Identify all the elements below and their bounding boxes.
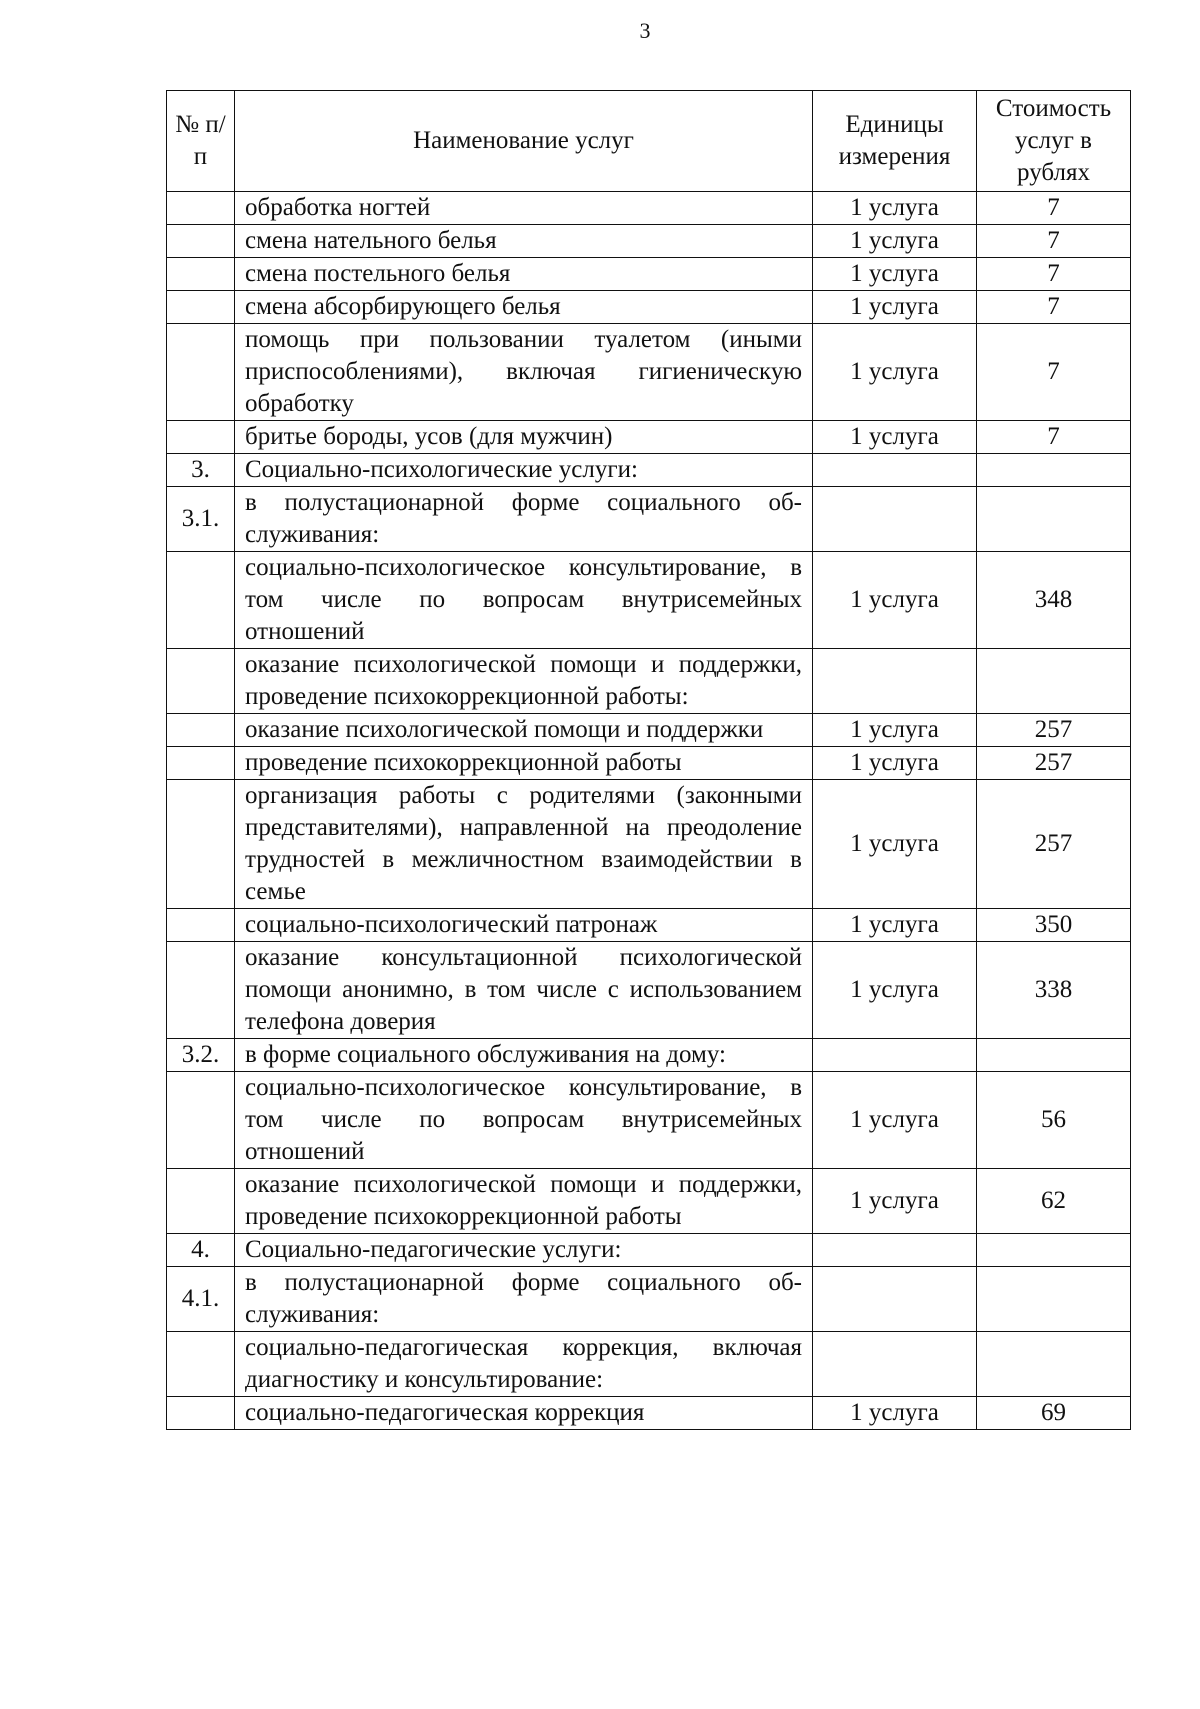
table-row <box>167 649 1131 714</box>
unit-of-measure <box>813 487 977 552</box>
table-row <box>167 1267 1131 1332</box>
service-name: помощь при пользовании туалетом (иными приспособлениями), включая гигиеническую обработку <box>235 324 813 421</box>
service-price: 7 <box>977 291 1131 324</box>
service-name: обработка ногтей <box>235 192 813 225</box>
service-price: 7 <box>977 324 1131 421</box>
unit-of-measure <box>813 1039 977 1072</box>
row-number <box>167 780 235 909</box>
unit-of-measure: 1 услуга <box>813 552 977 649</box>
table-row <box>167 747 1131 780</box>
unit-of-measure: 1 услуга <box>813 291 977 324</box>
service-price: 7 <box>977 225 1131 258</box>
unit-of-measure: 1 услуга <box>813 192 977 225</box>
service-price: 348 <box>977 552 1131 649</box>
header-unit: Единицы измерения <box>813 91 977 192</box>
unit-of-measure: 1 услуга <box>813 747 977 780</box>
row-number: 3.2. <box>167 1039 235 1072</box>
service-name: оказание консультационной психологической помощи анонимно, в том числе с использованием телефона доверия <box>235 942 813 1039</box>
row-number <box>167 714 235 747</box>
unit-of-measure <box>813 1234 977 1267</box>
service-price <box>977 1332 1131 1397</box>
service-name: смена постельного белья <box>235 258 813 291</box>
header-price: Стоимость услуг в рублях <box>977 91 1131 192</box>
unit-of-measure: 1 услуга <box>813 780 977 909</box>
service-name: бритье бороды, усов (для мужчин) <box>235 421 813 454</box>
table-row <box>167 192 1131 225</box>
service-price: 257 <box>977 780 1131 909</box>
service-name: в полустационарной форме социального обслуживания: <box>235 487 813 552</box>
unit-of-measure: 1 услуга <box>813 1397 977 1430</box>
service-name: социально-психологическое консультирование, в том числе по вопросам внутрисемейных отношений <box>235 1072 813 1169</box>
table-row <box>167 324 1131 421</box>
unit-of-measure: 1 услуга <box>813 909 977 942</box>
table-row <box>167 780 1131 909</box>
service-price <box>977 454 1131 487</box>
row-number <box>167 1072 235 1169</box>
service-price: 338 <box>977 942 1131 1039</box>
row-number <box>167 421 235 454</box>
table-row <box>167 225 1131 258</box>
service-price <box>977 487 1131 552</box>
service-name: проведение психокоррекционной работы <box>235 747 813 780</box>
service-name: смена абсорбирующего белья <box>235 291 813 324</box>
service-name: организация работы с родителями (законными представителями), направленной на преодоление трудностей в межличностном взаимодействии в семье <box>235 780 813 909</box>
header-name: Наименование услуг <box>235 91 813 192</box>
service-name: в форме социального обслуживания на дому: <box>235 1039 813 1072</box>
table-row <box>167 258 1131 291</box>
table-row <box>167 454 1131 487</box>
table-row <box>167 1169 1131 1234</box>
service-name: оказание психологической помощи и поддержки, проведение психокоррекционной работы: <box>235 649 813 714</box>
row-number <box>167 258 235 291</box>
unit-of-measure: 1 услуга <box>813 1072 977 1169</box>
row-number <box>167 324 235 421</box>
service-name: Социально-психологические услуги: <box>235 454 813 487</box>
table-row <box>167 1332 1131 1397</box>
row-number <box>167 747 235 780</box>
table-row <box>167 487 1131 552</box>
row-number <box>167 909 235 942</box>
unit-of-measure: 1 услуга <box>813 421 977 454</box>
service-price <box>977 1267 1131 1332</box>
table-row <box>167 714 1131 747</box>
row-number <box>167 1169 235 1234</box>
unit-of-measure: 1 услуга <box>813 1169 977 1234</box>
table-row <box>167 291 1131 324</box>
unit-of-measure: 1 услуга <box>813 714 977 747</box>
table-header-row <box>167 91 1131 192</box>
row-number: 3.1. <box>167 487 235 552</box>
service-name: оказание психологической помощи и поддержки <box>235 714 813 747</box>
unit-of-measure: 1 услуга <box>813 324 977 421</box>
services-price-table <box>166 90 1131 1430</box>
service-price: 257 <box>977 747 1131 780</box>
service-name: смена нательного белья <box>235 225 813 258</box>
table-row <box>167 421 1131 454</box>
unit-of-measure <box>813 454 977 487</box>
service-price: 56 <box>977 1072 1131 1169</box>
table-row <box>167 1039 1131 1072</box>
row-number <box>167 192 235 225</box>
service-price <box>977 1234 1131 1267</box>
service-price: 7 <box>977 258 1131 291</box>
service-name: в полустационарной форме социального обслуживания: <box>235 1267 813 1332</box>
row-number: 3. <box>167 454 235 487</box>
row-number <box>167 1397 235 1430</box>
unit-of-measure: 1 услуга <box>813 942 977 1039</box>
service-price <box>977 649 1131 714</box>
table-row <box>167 942 1131 1039</box>
row-number: 4. <box>167 1234 235 1267</box>
row-number <box>167 225 235 258</box>
table-row <box>167 1397 1131 1430</box>
row-number <box>167 942 235 1039</box>
unit-of-measure <box>813 1267 977 1332</box>
service-price: 69 <box>977 1397 1131 1430</box>
unit-of-measure <box>813 649 977 714</box>
service-name: социально-педагогическая коррекция, включая диагностику и консультирование: <box>235 1332 813 1397</box>
table-row <box>167 909 1131 942</box>
unit-of-measure: 1 услуга <box>813 225 977 258</box>
row-number <box>167 291 235 324</box>
service-name: социально-педагогическая коррекция <box>235 1397 813 1430</box>
service-price: 7 <box>977 421 1131 454</box>
service-name: социально-психологическое консультирование, в том числе по вопросам внутрисемейных отношений <box>235 552 813 649</box>
service-price: 257 <box>977 714 1131 747</box>
row-number <box>167 552 235 649</box>
service-name: оказание психологической помощи и поддержки, проведение психокоррекционной работы <box>235 1169 813 1234</box>
table-row <box>167 1072 1131 1169</box>
service-price <box>977 1039 1131 1072</box>
unit-of-measure <box>813 1332 977 1397</box>
service-name: социально-психологический патронаж <box>235 909 813 942</box>
service-price: 62 <box>977 1169 1131 1234</box>
table-row <box>167 1234 1131 1267</box>
header-num: № п/п <box>167 91 235 192</box>
service-price: 7 <box>977 192 1131 225</box>
page-number: 3 <box>639 18 651 43</box>
service-price: 350 <box>977 909 1131 942</box>
unit-of-measure: 1 услуга <box>813 258 977 291</box>
row-number <box>167 1332 235 1397</box>
row-number <box>167 649 235 714</box>
table-row <box>167 552 1131 649</box>
table-body <box>167 192 1131 1430</box>
row-number: 4.1. <box>167 1267 235 1332</box>
service-name: Социально-педагогические услуги: <box>235 1234 813 1267</box>
